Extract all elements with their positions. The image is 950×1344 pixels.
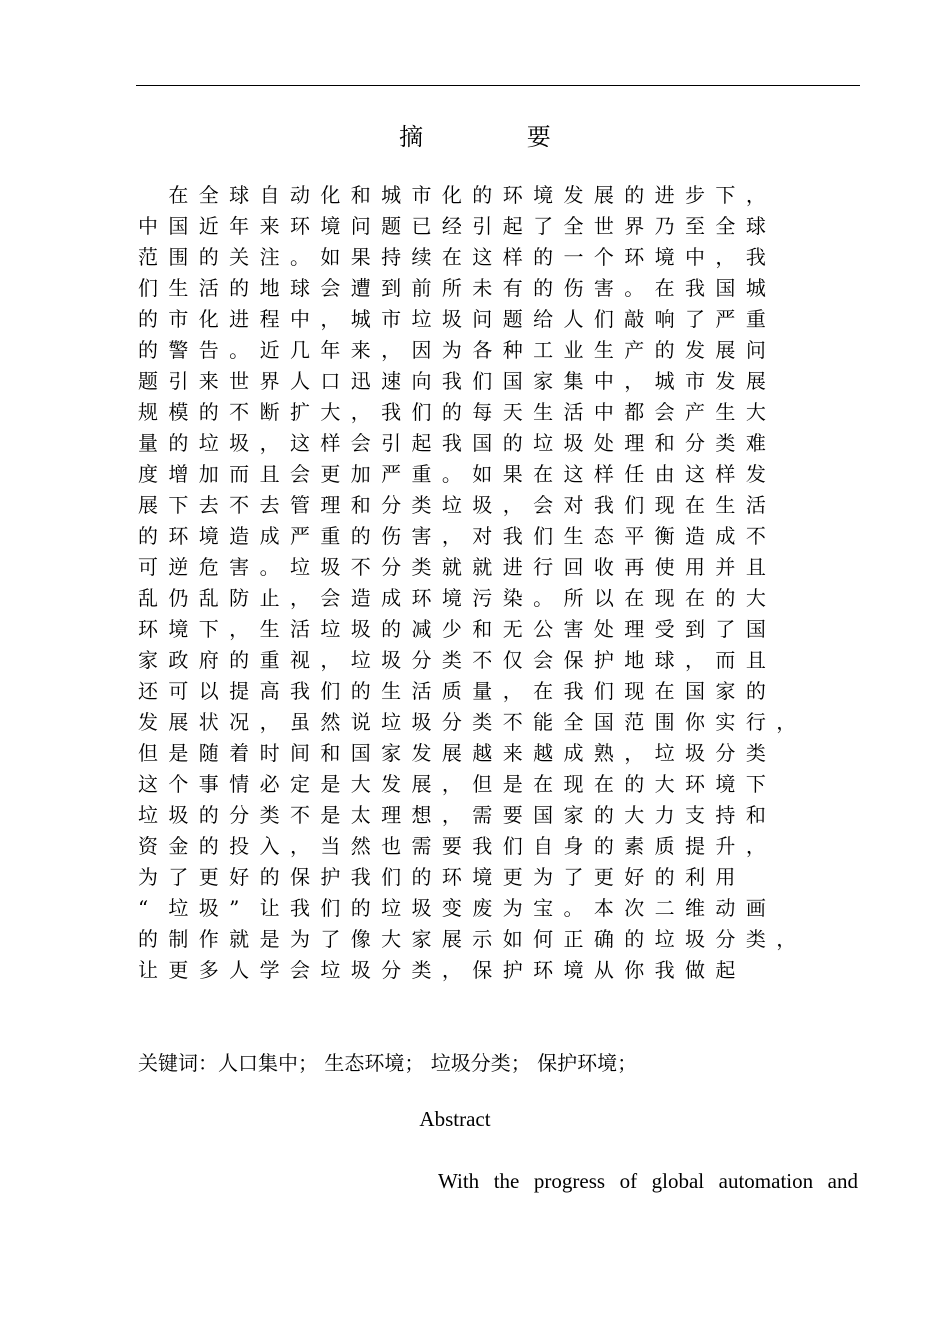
keywords-line: 关键词：人口集中； 生态环境； 垃圾分类； 保护环境； [138,1051,638,1075]
abstract-line: 为 了 更 好 的 保 护 我 们 的 环 境 更 为 了 更 好 的 利 用 [138,865,736,889]
abstract-line: 量 的 垃 圾 ， 这 样 会 引 起 我 国 的 垃 圾 处 理 和 分 类 难 [138,431,766,455]
abstract-line: 垃 圾 的 分 类 不 是 太 理 想 ， 需 要 国 家 的 大 力 支 持 和 [138,803,766,827]
abstract-line: 规 模 的 不 断 扩 大 ， 我 们 的 每 天 生 活 中 都 会 产 生 大 [138,400,766,424]
abstract-line: 发 展 状 况 ， 虽 然 说 垃 圾 分 类 不 能 全 国 范 围 你 实 行 ， [138,710,797,734]
abstract-line: 度 增 加 而 且 会 更 加 严 重 。 如 果 在 这 样 任 由 这 样 发 [138,462,766,486]
abstract-english-body: With the progress of global automation and [438,1169,858,1193]
abstract-line: 的 市 化 进 程 中 ， 城 市 垃 圾 问 题 给 人 们 敲 响 了 严 重 [138,307,766,331]
abstract-line: 家 政 府 的 重 视 ， 垃 圾 分 类 不 仅 会 保 护 地 球 ， 而 且 [138,648,766,672]
abstract-line: 展 下 去 不 去 管 理 和 分 类 垃 圾 ， 会 对 我 们 现 在 生 活 [138,493,766,517]
abstract-line: 题 引 来 世 界 人 口 迅 速 向 我 们 国 家 集 中 ， 城 市 发 展 [138,369,766,393]
abstract-line: 可 逆 危 害 。 垃 圾 不 分 类 就 就 进 行 回 收 再 使 用 并 且 [138,555,766,579]
abstract-line: 范 围 的 关 注 。 如 果 持 续 在 这 样 的 一 个 环 境 中 ， 我 [138,245,766,269]
abstract-line: 中 国 近 年 来 环 境 问 题 已 经 引 起 了 全 世 界 乃 至 全 球 [138,214,766,238]
abstract-line: 乱 仍 乱 防 止 ， 会 造 成 环 境 污 染 。 所 以 在 现 在 的 大 [138,586,766,610]
abstract-line: 的 警 告 。 近 几 年 来 ， 因 为 各 种 工 业 生 产 的 发 展 问 [138,338,766,362]
abstract-chinese-body [138,180,868,986]
abstract-line: “ 垃 圾 ” 让 我 们 的 垃 圾 变 废 为 宝 。 本 次 二 维 动 画 [138,896,766,920]
abstract-line: 环 境 下 ， 生 活 垃 圾 的 减 少 和 无 公 害 处 理 受 到 了 国 [138,617,766,641]
page-title: 摘 要 [399,123,599,151]
abstract-english-title: Abstract [419,1107,491,1131]
abstract-line: 但 是 随 着 时 间 和 国 家 发 展 越 来 越 成 熟 ， 垃 圾 分 类 [138,741,766,765]
abstract-line: 的 环 境 造 成 严 重 的 伤 害 ， 对 我 们 生 态 平 衡 造 成 不 [138,524,766,548]
header-rule [136,85,860,86]
abstract-line: 还 可 以 提 高 我 们 的 生 活 质 量 ， 在 我 们 现 在 国 家 的 [138,679,766,703]
abstract-line: 在 全 球 自 动 化 和 城 市 化 的 环 境 发 展 的 进 步 下 ， [168,183,766,207]
abstract-line: 们 生 活 的 地 球 会 遭 到 前 所 未 有 的 伤 害 。 在 我 国 城 [138,276,766,300]
abstract-line: 资 金 的 投 入 ， 当 然 也 需 要 我 们 自 身 的 素 质 提 升 ， [138,834,766,858]
abstract-line: 让 更 多 人 学 会 垃 圾 分 类 ， 保 护 环 境 从 你 我 做 起 [138,958,736,982]
abstract-line: 的 制 作 就 是 为 了 像 大 家 展 示 如 何 正 确 的 垃 圾 分 类 ， [138,927,797,951]
abstract-line: 这 个 事 情 必 定 是 大 发 展 ， 但 是 在 现 在 的 大 环 境 下 [138,772,766,796]
